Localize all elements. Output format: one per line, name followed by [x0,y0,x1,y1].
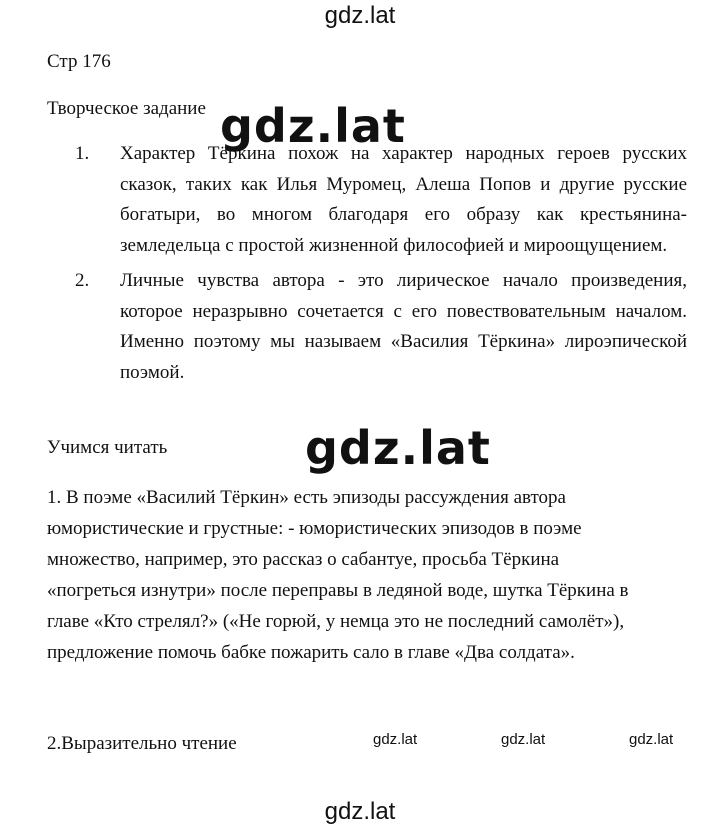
section-heading-learning-to-read: Учимся читать [47,437,168,458]
list-item [47,266,687,389]
list-item-text: Личные чувства автора - это лирическое начало произведения, которое неразрывно сочетается с его повествовательным началом. Именно поэтому мы называем «Василия Тёркина» лироэпической поэмой. [120,269,687,383]
watermark-small-3: gdz.lat [629,731,674,748]
watermark-small-2: gdz.lat [501,731,546,748]
list-item-number: 1. [75,143,90,164]
section-heading-creative-task: Творческое задание [47,98,206,119]
watermark-top: gdz.lat [324,2,396,29]
page-number: Стр 176 [47,51,111,72]
watermark-bottom: gdz.lat [324,798,396,825]
list-item-number: 2. [75,269,90,291]
watermark-large-2: gdz.lat [305,421,491,475]
answer-paragraph: 1. В поэме «Василий Тёркин» есть эпизоды рассуждения автора юмористические и грустные: - юмористических эпизодов в поэме множество, например, это рассказ о сабантуе, просьба Тёркина «погреться изнутри» после переправы в ледяной воде, шутка Тёркина в главе «Кто стрелял?» («Не горюй, у немца это не последний самолёт»), предложение помочь бабке пожарить сало в главе «Два солдата». [47,487,629,663]
list-item [47,139,687,262]
expressive-reading-item: 2.Выразительно чтение [47,733,237,754]
list-item-text: Характер Тёркина похож на характер народных героев русских сказок, таких как Илья Муромец, Алеша Попов и другие русские богатыри, во многом благодаря его образу как крестьянина-земледельца с простой жизненной философией и мироощущением. [120,143,687,257]
watermark-small-1: gdz.lat [373,731,418,748]
watermark-large-1: gdz.lat [220,99,406,153]
creative-task-list [47,139,687,393]
